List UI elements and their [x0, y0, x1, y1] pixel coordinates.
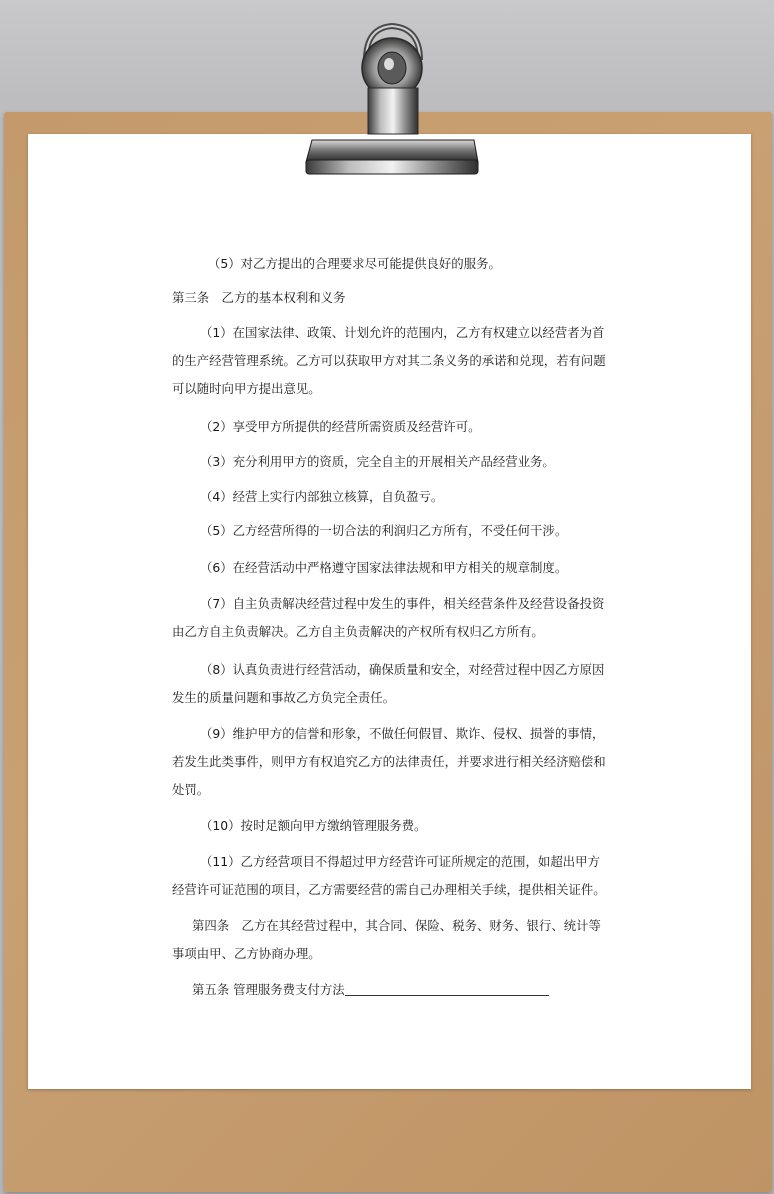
line-text: 的生产经营管理系统。乙方可以获取甲方对其二条义务的承诺和兑现，若有问题	[172, 353, 606, 368]
text-line	[200, 325, 604, 341]
text-line	[200, 662, 604, 678]
text-line	[172, 290, 345, 306]
line-text: 可以随时向甲方提出意见。	[172, 381, 321, 396]
text-line	[208, 256, 501, 272]
line-text: （10）按时足额向甲方缴纳管理服务费。	[200, 818, 427, 833]
line-text: （1）在国家法律、政策、计划允许的范围内，乙方有权建立以经营者为首	[200, 325, 605, 340]
line-text: （5）乙方经营所得的一切合法的利润归乙方所有，不受任何干涉。	[200, 523, 568, 538]
text-line	[200, 419, 480, 435]
line-text: （11）乙方经营项目不得超过甲方经营许可证所规定的范围，如超出甲方	[200, 854, 600, 869]
text-line	[200, 818, 426, 834]
text-line	[200, 454, 555, 470]
line-text: 经营许可证范围的项目，乙方需要经营的需自己办理相关手续，提供相关证件。	[172, 882, 606, 897]
line-text: 第五条 管理服务费支付方法	[192, 982, 345, 997]
text-line	[200, 596, 604, 612]
line-text: 发生的质量问题和事故乙方负完全责任。	[172, 690, 396, 705]
line-text: 处罚。	[172, 782, 210, 797]
text-line	[192, 982, 549, 998]
text-line	[200, 489, 443, 505]
line-text: 第四条 乙方在其经营过程中，其合同、保险、税务、财务、银行、统计等	[192, 918, 601, 933]
line-text: 由乙方自主负责解决。乙方自主负责解决的产权所有权归乙方所有。	[172, 624, 544, 639]
line-text: （7）自主负责解决经营过程中发生的事件，相关经营条件及经营设备投资	[200, 596, 605, 611]
text-line	[172, 381, 321, 397]
text-line	[172, 882, 606, 898]
line-text: （2）享受甲方所提供的经营所需资质及经营许可。	[200, 419, 481, 434]
text-line	[192, 918, 601, 934]
line-text: 事项由甲、乙方协商办理。	[172, 946, 321, 961]
text-line	[172, 624, 544, 640]
text-line	[172, 782, 209, 798]
line-text: （8）认真负责进行经营活动，确保质量和安全，对经营过程中因乙方原因	[200, 662, 605, 677]
text-line	[200, 560, 567, 576]
text-line	[172, 946, 321, 962]
line-text: （3）充分利用甲方的资质，完全自主的开展相关产品经营业务。	[200, 454, 555, 469]
line-text: （9）维护甲方的信誉和形象，不做任何假冒、欺诈、侵权、损誉的事情，	[200, 726, 605, 741]
text-line	[200, 726, 604, 742]
line-text: （5）对乙方提出的合理要求尽可能提供良好的服务。	[208, 256, 501, 271]
line-text: （4）经营上实行内部独立核算，自负盈亏。	[200, 489, 444, 504]
line-text: 第三条 乙方的基本权利和义务	[172, 290, 346, 305]
line-text: （6）在经营活动中严格遵守国家法律法规和甲方相关的规章制度。	[200, 560, 568, 575]
text-line	[200, 523, 567, 539]
line-text: 若发生此类事件，则甲方有权追究乙方的法律责任，并要求进行相关经济赔偿和	[172, 754, 606, 769]
fill-in-blank[interactable]	[345, 983, 549, 996]
text-line	[200, 854, 600, 870]
text-line	[172, 353, 606, 369]
text-line	[172, 690, 395, 706]
text-line	[172, 754, 606, 770]
